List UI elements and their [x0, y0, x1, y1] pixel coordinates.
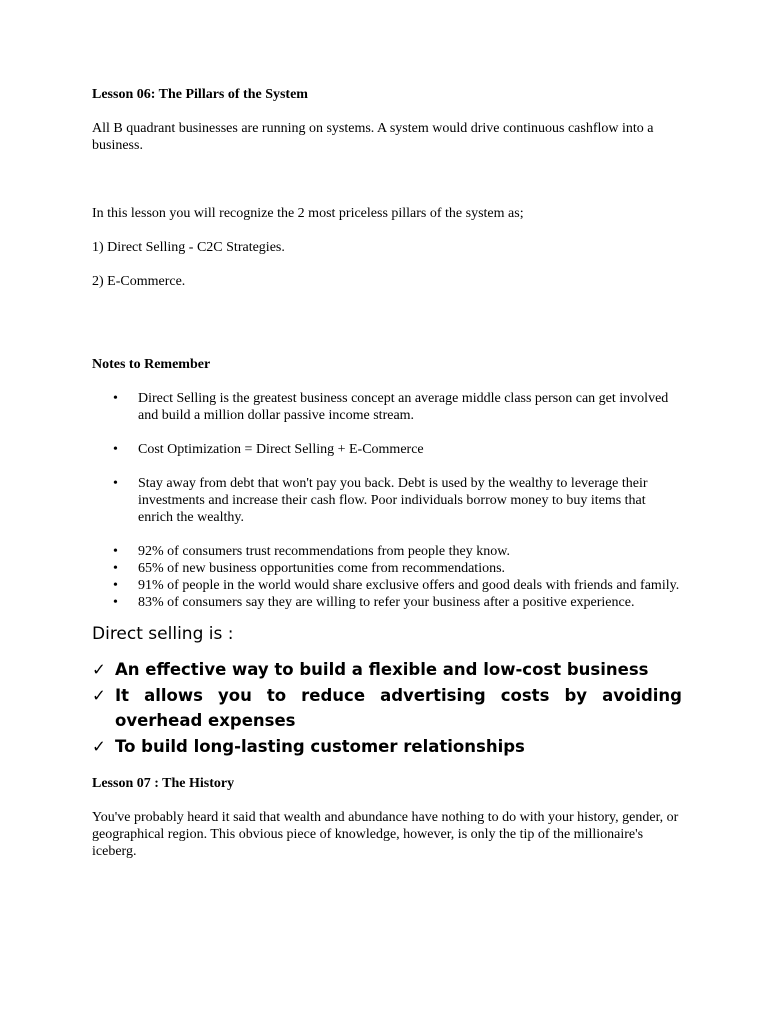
- list-item-text: 91% of people in the world would share exclusive offers and good deals with friends and family.: [138, 578, 680, 593]
- check-list-item-text: To build long-lasting customer relationships: [115, 736, 525, 756]
- document-page: [92, 86, 682, 860]
- list-item: [92, 560, 682, 577]
- list-item: [92, 475, 682, 526]
- bullet-icon: •: [113, 595, 118, 610]
- list-item: [92, 577, 682, 594]
- list-item: [92, 594, 682, 611]
- stats-list: [92, 543, 682, 611]
- list-item-text: Stay away from debt that won't pay you back. Debt is used by the wealthy to leverage their investments and increase their cash flow. Poor individuals borrow money to buy items that enrich the wealthy.: [138, 476, 648, 525]
- check-list-item: [92, 683, 682, 734]
- list-item-text: Cost Optimization = Direct Selling + E-Commerce: [138, 442, 424, 457]
- bullet-icon: •: [113, 442, 118, 457]
- lesson-07-title: Lesson 07 : The History: [92, 776, 235, 791]
- notes-title: Notes to Remember: [92, 357, 211, 372]
- blank-space: [92, 171, 682, 205]
- bullet-icon: •: [113, 578, 118, 593]
- list-item: [92, 441, 682, 458]
- lesson-07-body: You've probably heard it said that wealth and abundance have nothing to do with your history, gender, or geographical region. This obvious piece of knowledge, however, is only the tip of the millionaire's iceberg.: [92, 810, 679, 859]
- check-list-item-text: It allows you to reduce advertising costs by avoiding overhead expenses: [115, 685, 682, 730]
- blank-space: [92, 290, 682, 356]
- list-item-text: 92% of consumers trust recommendations from people they know.: [138, 544, 510, 559]
- check-list-item: [92, 734, 682, 760]
- bullet-icon: •: [113, 476, 118, 491]
- notes-list: [92, 390, 682, 526]
- lesson-06-recognize: In this lesson you will recognize the 2 most priceless pillars of the system as;: [92, 206, 524, 221]
- bullet-icon: •: [113, 561, 118, 576]
- direct-selling-heading: Direct selling is :: [92, 624, 234, 644]
- check-list-item-text: An effective way to build a flexible and low-cost business: [115, 660, 649, 679]
- bullet-icon: •: [113, 544, 118, 559]
- list-item-text: Direct Selling is the greatest business concept an average middle class person can get involved and build a million dollar passive income stream.: [138, 391, 669, 423]
- checkmark-icon: ✓: [92, 660, 106, 679]
- lesson-06-title: Lesson 06: The Pillars of the System: [92, 87, 308, 102]
- bullet-icon: •: [113, 391, 118, 406]
- pillar-item: 2) E-Commerce.: [92, 274, 186, 289]
- checkmark-icon: ✓: [92, 736, 106, 756]
- list-item-text: 65% of new business opportunities come from recommendations.: [138, 561, 506, 576]
- list-item: [92, 390, 682, 424]
- pillar-item: 1) Direct Selling - C2C Strategies.: [92, 240, 285, 255]
- lesson-06-intro: All B quadrant businesses are running on systems. A system would drive continuous cashflow into a business.: [92, 121, 654, 153]
- check-list-item: [92, 657, 682, 683]
- list-item-text: 83% of consumers say they are willing to refer your business after a positive experience.: [138, 595, 635, 610]
- checkmark-icon: ✓: [92, 685, 106, 705]
- direct-selling-list: [92, 657, 682, 759]
- list-item: [92, 543, 682, 560]
